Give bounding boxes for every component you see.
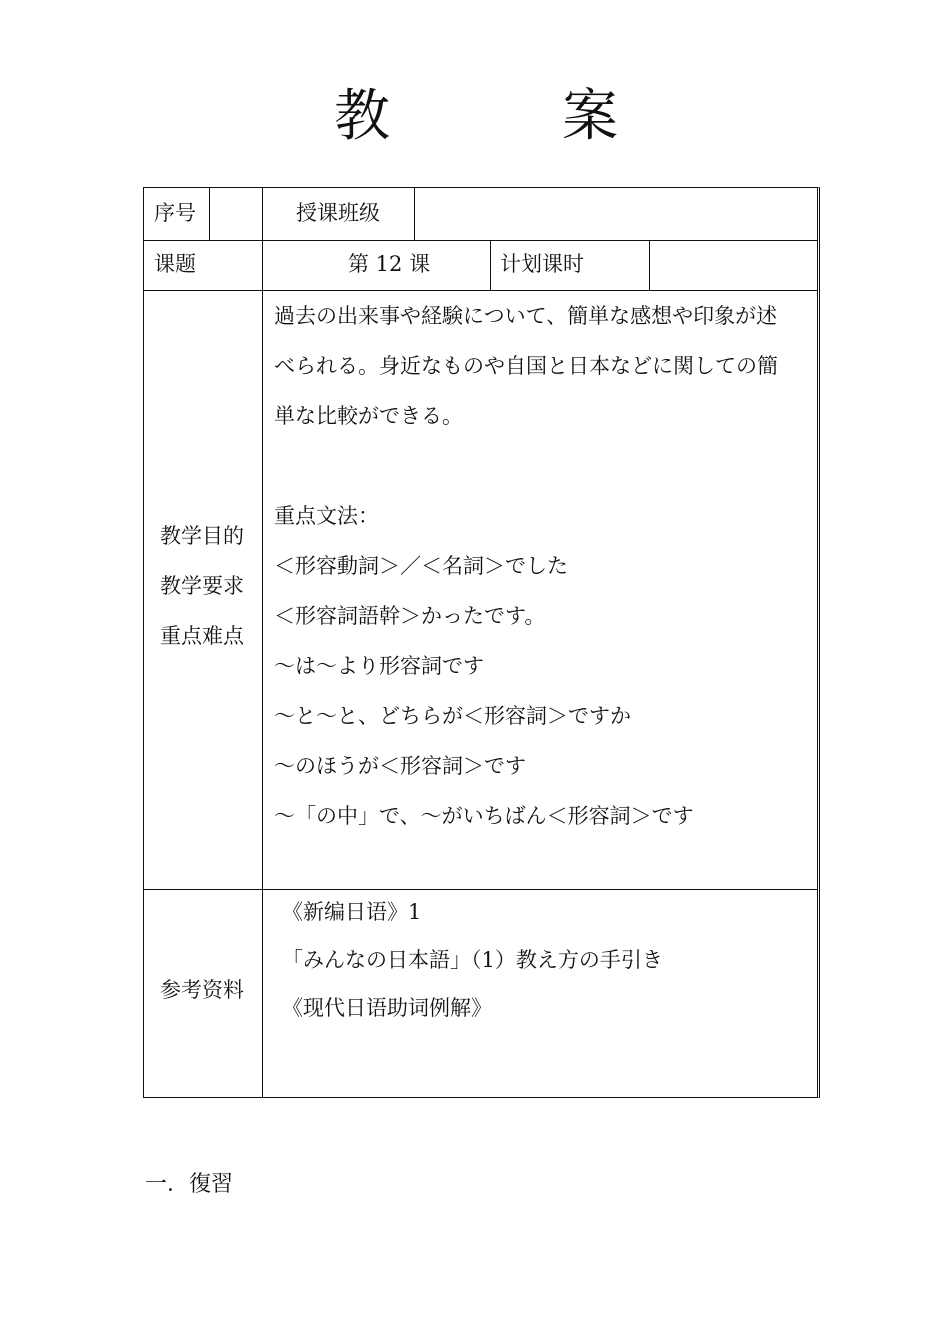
topic-value: 第 12 课: [348, 252, 431, 276]
references-content: [282, 888, 663, 1032]
objective-line: 過去の出来事や経験について、簡単な感想や印象が述: [274, 304, 778, 328]
blank-line: [274, 441, 778, 491]
objectives-label-purpose: 教学目的: [160, 524, 244, 548]
title-char-teach: 教: [334, 84, 390, 149]
topic-label: 课题: [154, 252, 196, 276]
references-label: 参考资料: [160, 978, 244, 1002]
reference-item: 《新编日语》1: [282, 900, 422, 924]
objectives-label-requirements: 教学要求: [160, 574, 244, 598]
serial-value-divider: [209, 188, 210, 240]
hours-label: 计划课时: [500, 252, 584, 276]
grammar-heading: 重点文法：: [274, 504, 379, 528]
topic-value-divider: [490, 240, 491, 290]
grammar-point: ～「の中」で、～がいちばん＜形容詞＞です: [274, 804, 694, 828]
objectives-label: [160, 511, 244, 661]
class-label-divider: [414, 188, 415, 240]
grammar-point: ～は～より形容詞です: [274, 654, 484, 678]
reference-item: 「みんなの日本語」（1）教え方の手引き: [282, 948, 663, 972]
grammar-point: ～のほうが＜形容詞＞です: [274, 754, 526, 778]
section-heading-review: 一．復習: [145, 1172, 234, 1197]
grammar-point: ＜形容動詞＞／＜名詞＞でした: [274, 554, 568, 578]
grammar-point: ＜形容詞語幹＞かったです。: [274, 604, 546, 628]
lesson-plan-table: [143, 187, 820, 1098]
title-char-plan: 案: [562, 84, 618, 149]
serial-label: 序号: [154, 201, 196, 225]
row-divider-1: [144, 240, 818, 241]
objectives-content: [274, 291, 778, 841]
grammar-point: ～と～と、どちらが＜形容詞＞ですか: [274, 704, 631, 728]
objectives-label-key-points: 重点难点: [160, 624, 244, 648]
label-column-divider: [262, 188, 263, 1097]
objective-line: 単な比較ができる。: [274, 404, 463, 428]
class-label: 授课班级: [296, 201, 380, 225]
objective-line: べられる。身近なものや自国と日本などに関しての簡: [274, 354, 778, 378]
reference-item: 《现代日语助词例解》: [282, 996, 492, 1020]
hours-label-divider: [649, 240, 650, 290]
document-title: [0, 82, 950, 152]
